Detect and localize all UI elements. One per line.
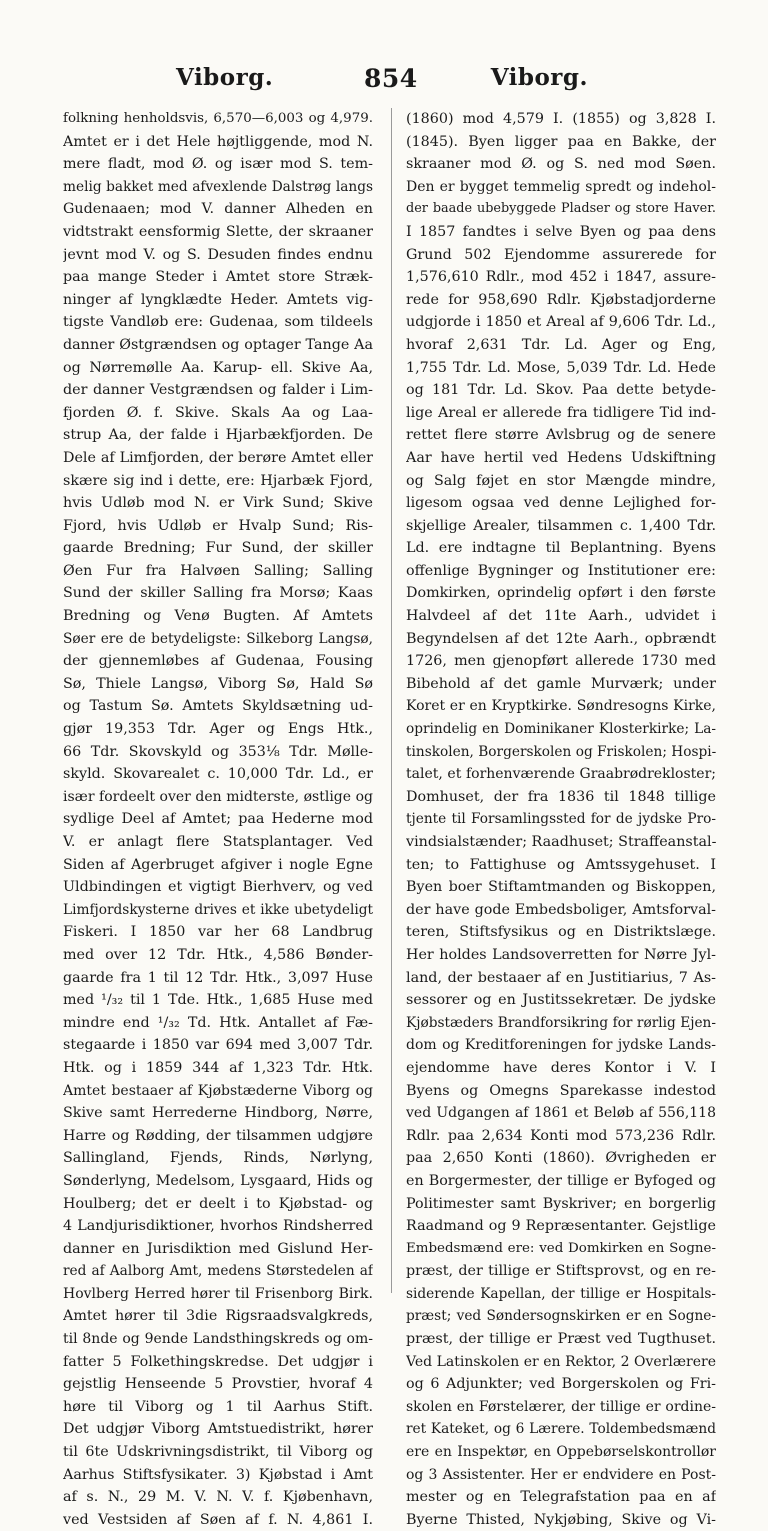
- text-line: Sø, Thiele Langsø, Viborg Sø, Hald Sø: [63, 675, 373, 692]
- text-line: Hovlberg Herred hører til Frisenborg Birk.: [63, 1285, 373, 1302]
- text-line: mindre end ¹/₃₂ Td. Htk. Antallet af Fæ-: [63, 1014, 373, 1031]
- text-line: Sønderlyng, Medelsom, Lysgaard, Hids og: [63, 1172, 373, 1189]
- text-line: Den er bygget temmelig spredt og indehol-: [406, 178, 716, 195]
- text-line: til 6te Udskrivningsdistrikt, til Viborg og: [63, 1444, 373, 1461]
- text-line: Byerne Thisted, Nykjøbing, Skive og Vi-: [406, 1511, 716, 1528]
- text-line: Fjord, hvis Udløb er Hvalp Sund; Ris-: [63, 517, 373, 534]
- text-line: der danner Vestgrændsen og falder i Lim-: [63, 382, 373, 399]
- text-line: Dele af Limfjorden, der berøre Amtet eller: [63, 449, 373, 466]
- text-line: Det udgjør Viborg Amtstuedistrikt, hører: [63, 1421, 373, 1438]
- text-line: Ved Latinskolen er en Rektor, 2 Overlærere: [406, 1353, 716, 1370]
- text-line: hvis Udløb mod N. er Virk Sund; Skive: [63, 495, 373, 512]
- text-line: ved Vestsiden af Søen af f. N. 4,861 I.: [63, 1511, 373, 1528]
- text-line: Grund 502 Ejendomme assurerede for: [406, 246, 716, 263]
- text-line: Siden af Agerbruget afgiver i nogle Egne: [63, 856, 373, 873]
- text-line: med over 12 Tdr. Htk., 4,586 Bønder-: [63, 946, 373, 963]
- text-line: ligesom ogsaa ved denne Lejlighed for-: [406, 495, 716, 512]
- text-line: danner Østgrændsen og optager Tange Aa: [63, 336, 373, 353]
- text-line: gjør 19,353 Tdr. Ager og Engs Htk.,: [63, 721, 373, 738]
- text-line: Amtet er i det Hele højtliggende, mod N.: [63, 133, 373, 150]
- text-line: præst, der tillige er Præst ved Tugthuset.: [406, 1331, 716, 1348]
- text-line: Politimester samt Byskriver; en borgerlig: [406, 1195, 716, 1212]
- text-line: teren, Stiftsfysikus og en Distriktslæge.: [406, 924, 716, 941]
- text-line: paa mange Steder i Amtet store Stræk-: [63, 269, 373, 286]
- text-line: ret Kateket, og 6 Lærere. Toldembedsmænd: [406, 1421, 716, 1438]
- text-line: oprindelig en Dominikaner Klosterkirke; La-: [406, 721, 716, 738]
- text-line: V. er anlagt flere Statsplantager. Ved: [63, 834, 373, 850]
- text-line: skære sig ind i dette, ere: Hjarbæk Fjord,: [63, 472, 373, 489]
- text-line: ejendomme have deres Kontor i V. I: [406, 1059, 716, 1076]
- text-line: og Nørremølle Aa. Karup- ell. Skive Aa,: [63, 359, 373, 376]
- text-line: præst, der tillige er Stiftsprovst, og en re-: [406, 1263, 716, 1280]
- text-line: Domkirken, oprindelig opført i den første: [406, 585, 716, 602]
- column-divider: [391, 108, 392, 1293]
- text-line: strup Aa, der falde i Hjarbækfjorden. De: [63, 427, 373, 444]
- text-line: paa 2,650 Konti (1860). Øvrigheden er: [406, 1150, 716, 1167]
- text-line: Htk. og i 1859 344 af 1,323 Tdr. Htk.: [63, 1059, 373, 1076]
- text-line: vidtstrakt eensformig Slette, der skraaner: [63, 223, 373, 240]
- text-line: land, der bestaaer af en Justitiarius, 7 As-: [406, 969, 716, 986]
- text-line: Bredning og Venø Bugten. Af Amtets: [63, 608, 373, 625]
- text-line: ere en Inspektør, en Oppebørselskontrollør: [406, 1444, 716, 1461]
- text-line: melig bakket med afvexlende Dalstrøg langs: [63, 178, 373, 195]
- text-line: siderende Kapellan, der tillige er Hospitals-: [406, 1285, 716, 1302]
- text-line: med ¹/₃₂ til 1 Tde. Htk., 1,685 Huse med: [63, 992, 373, 1009]
- text-line: skjellige Arealer, tilsammen c. 1,400 Tdr.: [406, 517, 716, 534]
- text-line: og 3 Assistenter. Her er endvidere en Post-: [406, 1466, 716, 1483]
- text-line: Kjøbstæders Brandforsikring for rørlig Ejen-: [406, 1014, 716, 1031]
- text-line: Gudenaaen; mod V. danner Alheden en: [63, 201, 373, 218]
- text-line: høre til Viborg og 1 til Aarhus Stift.: [63, 1398, 373, 1415]
- text-line: Raadmand og 9 Repræsentanter. Gejstlige: [406, 1218, 716, 1235]
- text-line: offenlige Bygninger og Institutioner ere:: [406, 562, 716, 579]
- text-line: red af Aalborg Amt, medens Størstedelen af: [63, 1263, 373, 1280]
- running-head-right: Viborg.: [490, 64, 588, 91]
- text-line: Byen boer Stiftamtmanden og Biskoppen,: [406, 879, 716, 896]
- text-line: Aar have hertil ved Hedens Udskiftning: [406, 449, 716, 466]
- text-line: 4 Landjurisdiktioner, hvorhos Rindsherred: [63, 1218, 373, 1235]
- text-line: især fordeelt over den midterste, østlige og: [63, 788, 373, 805]
- text-line: til 8nde og 9ende Landsthingskreds og om-: [63, 1331, 373, 1348]
- text-line: tinskolen, Borgerskolen og Friskolen; Hospi-: [406, 743, 716, 760]
- text-line: Rdlr. paa 2,634 Konti mod 573,236 Rdlr.: [406, 1127, 716, 1144]
- text-line: og 181 Tdr. Ld. Skov. Paa dette betyde-: [406, 382, 716, 399]
- text-line: danner en Jurisdiktion med Gislund Her-: [63, 1240, 373, 1257]
- text-line: Ld. ere indtagne til Beplantning. Byens: [406, 540, 716, 557]
- text-line: Aarhus Stiftsfysikater. 3) Kjøbstad i Amt: [63, 1466, 373, 1483]
- text-line: jevnt mod V. og S. Desuden findes endnu: [63, 246, 373, 263]
- text-line: Limfjordskysterne drives et ikke ubetydeligt: [63, 901, 373, 918]
- text-line: Her holdes Landsoverretten for Nørre Jyl-: [406, 946, 716, 963]
- text-line: udgjorde i 1850 et Areal af 9,606 Tdr. Ld.,: [406, 314, 716, 331]
- text-line: ninger af lyngklædte Heder. Amtets vig-: [63, 291, 373, 308]
- text-line: der baade ubebyggede Pladser og store Haver.: [406, 201, 716, 217]
- text-line: mester og en Telegrafstation paa en af: [406, 1489, 716, 1506]
- text-line: skyld. Skovarealet c. 10,000 Tdr. Ld., er: [63, 766, 373, 783]
- text-line: Uldbindingen et vigtigt Bierhverv, og ved: [63, 879, 373, 896]
- text-line: Øen Fur fra Halvøen Salling; Salling: [63, 562, 373, 579]
- text-line: lige Areal er allerede fra tidligere Tid ind-: [406, 404, 716, 421]
- right-column: [406, 108, 716, 1531]
- text-line: vindsialstænder; Raadhuset; Straffeanstal-: [406, 834, 716, 850]
- page-header: [60, 64, 708, 104]
- text-line: Skive samt Herrederne Hindborg, Nørre,: [63, 1105, 373, 1122]
- text-line: skraaner mod Ø. og S. ned mod Søen.: [406, 156, 716, 173]
- text-line: mere fladt, mod Ø. og især mod S. tem-: [63, 156, 373, 173]
- text-line: Embedsmænd ere: ved Domkirken en Sogne-: [406, 1240, 716, 1256]
- text-line: Halvdeel af det 11te Aarh., udvidet i: [406, 608, 716, 625]
- text-line: hvoraf 2,631 Tdr. Ld. Ager og Eng,: [406, 336, 716, 353]
- text-line: gaarde Bredning; Fur Sund, der skiller: [63, 540, 373, 557]
- text-line: (1860) mod 4,579 I. (1855) og 3,828 I.: [406, 111, 716, 127]
- text-line: 1,755 Tdr. Ld. Mose, 5,039 Tdr. Ld. Hede: [406, 359, 716, 376]
- text-line: talet, et forhenværende Graabrødrekloster;: [406, 766, 716, 783]
- text-line: rede for 958,690 Rdlr. Kjøbstadjorderne: [406, 291, 716, 308]
- text-line: sessorer og en Justitssekretær. De jydske: [406, 992, 716, 1009]
- text-line: rettet flere større Avlsbrug og de senere: [406, 427, 716, 444]
- text-line: skolen en Førstelærer, der tillige er ordine-: [406, 1398, 716, 1415]
- text-line: gejstlig Henseende 5 Provstier, hvoraf 4: [63, 1376, 373, 1393]
- text-line: tigste Vandløb ere: Gudenaa, som tildeels: [63, 314, 373, 331]
- text-line: der gjennemløbes af Gudenaa, Fousing: [63, 653, 373, 670]
- text-line: Koret er en Kryptkirke. Søndresogns Kirke,: [406, 698, 716, 715]
- text-line: Amtet hører til 3die Rigsraadsvalgkreds,: [63, 1308, 373, 1325]
- text-line: Harre og Rødding, der tilsammen udgjøre: [63, 1127, 373, 1144]
- text-line: ten; to Fattighuse og Amtssygehuset. I: [406, 856, 716, 873]
- text-line: fatter 5 Folkethingskredse. Det udgjør i: [63, 1353, 373, 1370]
- text-line: dom og Kreditforeningen for jydske Lands-: [406, 1037, 716, 1054]
- text-line: fjorden Ø. f. Skive. Skals Aa og Laa-: [63, 404, 373, 421]
- text-line: en Borgermester, der tillige er Byfoged og: [406, 1172, 716, 1189]
- left-column: [63, 108, 373, 1531]
- text-line: ved Udgangen af 1861 et Beløb af 556,118: [406, 1105, 716, 1122]
- running-head-left: Viborg.: [176, 64, 274, 91]
- text-line: 66 Tdr. Skovskyld og 353⅛ Tdr. Mølle-: [63, 743, 373, 760]
- text-line: I 1857 fandtes i selve Byen og paa dens: [406, 223, 716, 240]
- text-line: Byens og Omegns Sparekasse indestod: [406, 1082, 716, 1099]
- text-line: gaarde fra 1 til 12 Tdr. Htk., 3,097 Huse: [63, 969, 373, 986]
- text-line: Fiskeri. I 1850 var her 68 Landbrug: [63, 924, 373, 941]
- text-line: Houlberg; det er deelt i to Kjøbstad- og: [63, 1195, 373, 1212]
- text-line: (1845). Byen ligger paa en Bakke, der: [406, 133, 716, 150]
- text-line: Sund der skiller Salling fra Morsø; Kaas: [63, 585, 373, 602]
- text-line: og 6 Adjunkter; ved Borgerskolen og Fri-: [406, 1376, 716, 1393]
- text-line: sydlige Deel af Amtet; paa Hederne mod: [63, 811, 373, 828]
- text-line: 1726, men gjenopført allerede 1730 med: [406, 653, 716, 670]
- text-line: stegaarde i 1850 var 694 med 3,007 Tdr.: [63, 1037, 373, 1054]
- text-line: folkning henholdsvis, 6,570—6,003 og 4,979.: [63, 111, 373, 126]
- text-line: Sallingland, Fjends, Rinds, Nørlyng,: [63, 1150, 373, 1167]
- page-number: 854: [364, 64, 418, 93]
- text-line: Amtet bestaaer af Kjøbstæderne Viborg og: [63, 1082, 373, 1099]
- text-line: Søer ere de betydeligste: Silkeborg Langsø,: [63, 630, 373, 647]
- text-line: præst; ved Søndersognskirken er en Sogne-: [406, 1308, 716, 1325]
- text-line: 1,576,610 Rdlr., mod 452 i 1847, assure-: [406, 269, 716, 286]
- text-line: Begyndelsen af det 12te Aarh., opbrændt: [406, 630, 716, 647]
- text-line: tjente til Forsamlingssted for de jydske Pro-: [406, 811, 716, 828]
- text-line: Domhuset, der fra 1836 til 1848 tillige: [406, 788, 716, 805]
- text-line: Bibehold af det gamle Murværk; under: [406, 675, 716, 692]
- text-line: der have gode Embedsboliger, Amtsforval-: [406, 901, 716, 918]
- text-line: af s. N., 29 M. V. N. V. f. Kjøbenhavn,: [63, 1489, 373, 1506]
- text-line: og Salg føjet en stor Mængde mindre,: [406, 472, 716, 489]
- text-line: og Tastum Sø. Amtets Skyldsætning ud-: [63, 698, 373, 715]
